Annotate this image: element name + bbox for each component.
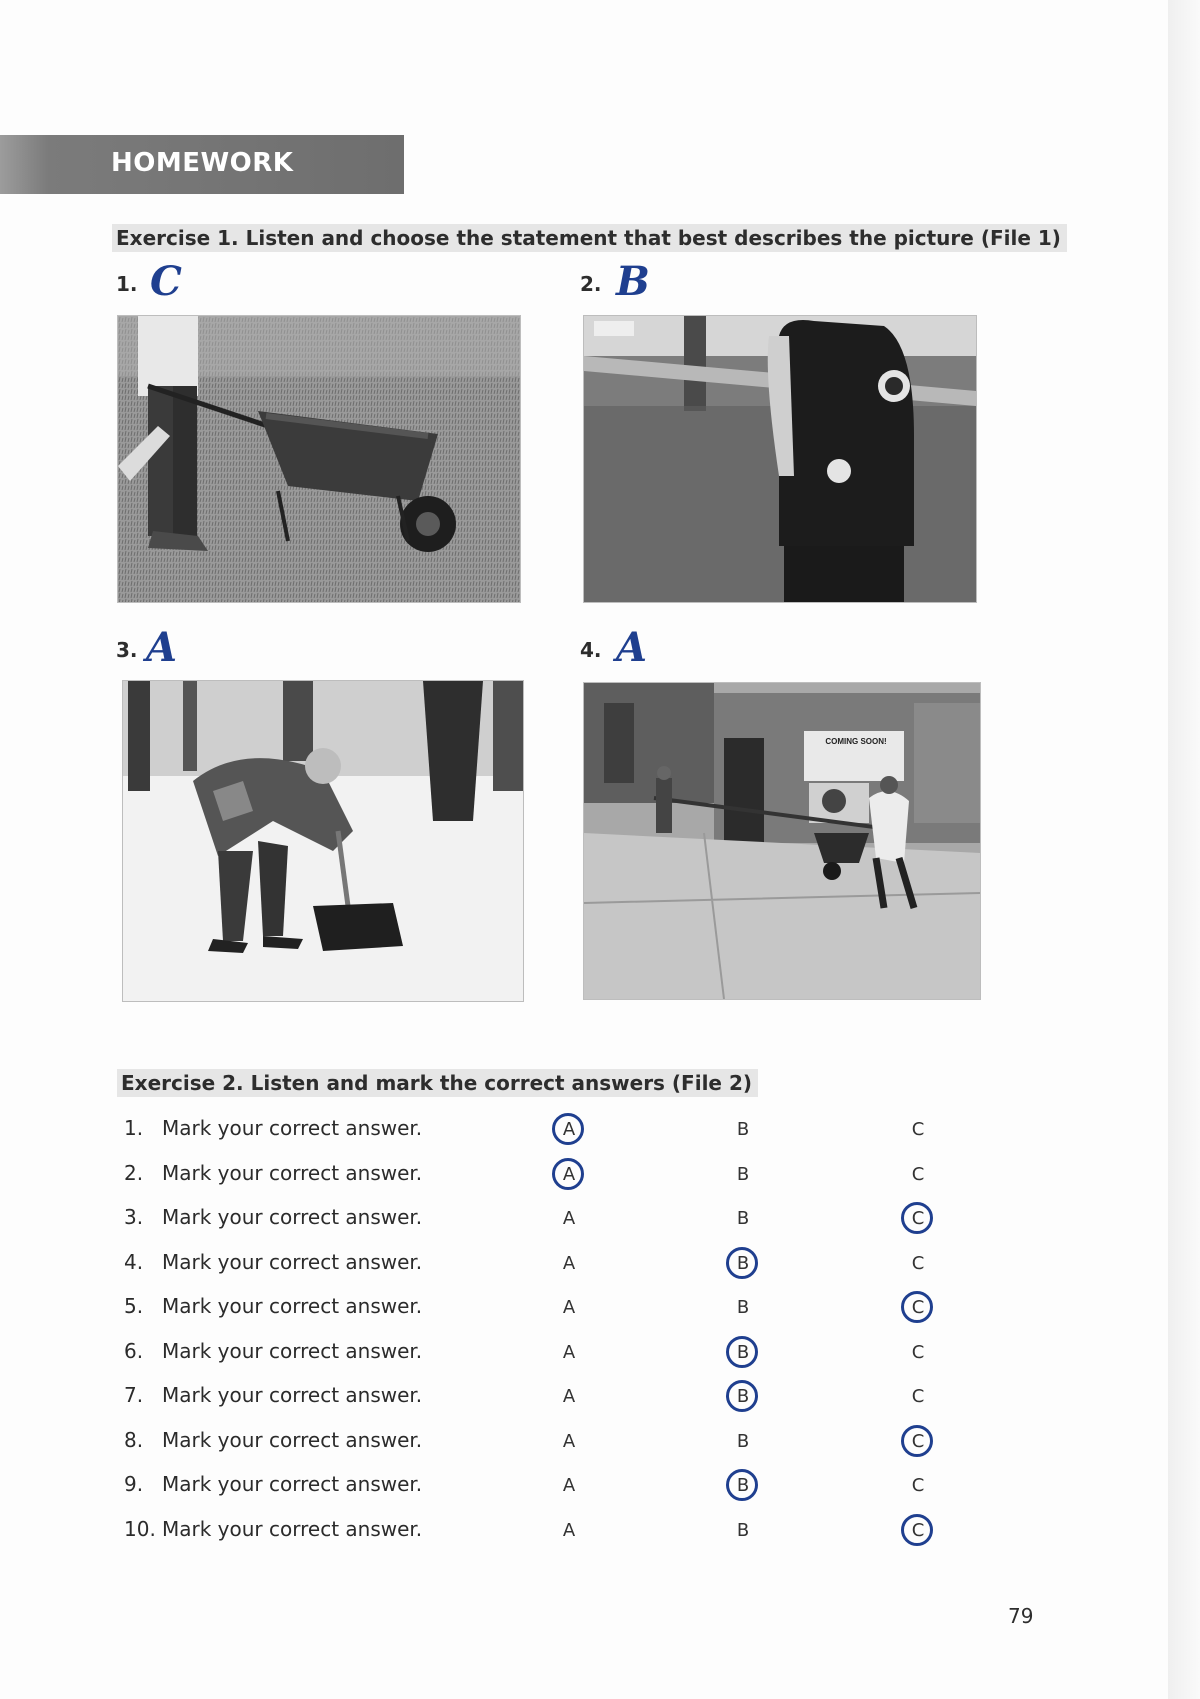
option-c[interactable]: C xyxy=(911,1119,925,1140)
row-label: Mark your correct answer. xyxy=(162,1472,423,1496)
exercise1-title: Exercise 1. Listen and choose the statement that best describes the picture (File 1) xyxy=(112,224,1067,252)
option-b[interactable]: B xyxy=(723,1333,763,1373)
row-number: 5. xyxy=(124,1294,144,1318)
answer-row xyxy=(0,1110,1168,1150)
page-number: 79 xyxy=(1008,1604,1034,1628)
answer-row xyxy=(0,1466,1168,1506)
row-number: 8. xyxy=(124,1428,144,1452)
ex1-item-number: 1. xyxy=(116,272,138,296)
option-a[interactable]: A xyxy=(562,1431,576,1452)
answer-row xyxy=(0,1288,1168,1328)
option-b[interactable]: B xyxy=(736,1164,750,1185)
ex1-handwritten-answer: A xyxy=(146,624,178,671)
row-number: 4. xyxy=(124,1250,144,1274)
option-a[interactable]: A xyxy=(549,1155,589,1195)
option-c[interactable]: C xyxy=(911,1475,925,1496)
row-number: 1. xyxy=(124,1116,144,1140)
option-b[interactable]: B xyxy=(723,1377,763,1417)
option-c[interactable]: C xyxy=(911,1342,925,1363)
row-label: Mark your correct answer. xyxy=(162,1428,423,1452)
option-c[interactable]: C xyxy=(898,1511,938,1551)
row-label: Mark your correct answer. xyxy=(162,1205,423,1229)
section-header-title: HOMEWORK xyxy=(111,148,294,178)
row-label: Mark your correct answer. xyxy=(162,1250,423,1274)
photo-wheelbarrow xyxy=(117,315,521,603)
row-label: Mark your correct answer. xyxy=(162,1339,423,1363)
option-b[interactable]: B xyxy=(736,1208,750,1229)
ex1-handwritten-answer: C xyxy=(150,258,182,305)
option-a[interactable]: A xyxy=(549,1110,589,1150)
photo-snow-shoveling xyxy=(122,680,524,1002)
answer-row xyxy=(0,1244,1168,1284)
ex1-item-number: 2. xyxy=(580,272,602,296)
option-b[interactable]: B xyxy=(736,1119,750,1140)
ex1-handwritten-answer: B xyxy=(616,258,650,305)
answer-row xyxy=(0,1422,1168,1462)
option-b[interactable]: B xyxy=(736,1297,750,1318)
row-number: 2. xyxy=(124,1161,144,1185)
page-edge-shadow xyxy=(1168,0,1200,1699)
photo-backpack xyxy=(583,315,977,603)
option-b[interactable]: B xyxy=(723,1244,763,1284)
option-a[interactable]: A xyxy=(562,1520,576,1541)
row-number: 7. xyxy=(124,1383,144,1407)
answer-row xyxy=(0,1155,1168,1195)
option-b[interactable]: B xyxy=(723,1466,763,1506)
option-a[interactable]: A xyxy=(562,1342,576,1363)
option-a[interactable]: A xyxy=(562,1386,576,1407)
row-label: Mark your correct answer. xyxy=(162,1383,423,1407)
option-c[interactable]: C xyxy=(911,1253,925,1274)
ex1-item-number: 3. xyxy=(116,638,138,662)
ex1-item-number: 4. xyxy=(580,638,602,662)
option-a[interactable]: A xyxy=(562,1208,576,1229)
answer-row xyxy=(0,1377,1168,1417)
row-number: 3. xyxy=(124,1205,144,1229)
option-a[interactable]: A xyxy=(562,1297,576,1318)
option-c[interactable]: C xyxy=(911,1164,925,1185)
coming-soon-sign: COMING SOON! xyxy=(825,737,887,746)
option-c[interactable]: C xyxy=(911,1386,925,1407)
option-b[interactable]: B xyxy=(736,1520,750,1541)
row-number: 6. xyxy=(124,1339,144,1363)
row-number: 9. xyxy=(124,1472,144,1496)
photo-storefront xyxy=(583,682,981,1000)
row-label: Mark your correct answer. xyxy=(162,1294,423,1318)
exercise2-title: Exercise 2. Listen and mark the correct answers (File 2) xyxy=(117,1069,758,1097)
row-number: 10. xyxy=(124,1517,156,1541)
ex1-handwritten-answer: A xyxy=(616,624,648,671)
option-c[interactable]: C xyxy=(898,1288,938,1328)
option-c[interactable]: C xyxy=(898,1199,938,1239)
row-label: Mark your correct answer. xyxy=(162,1517,423,1541)
row-label: Mark your correct answer. xyxy=(162,1161,423,1185)
option-c[interactable]: C xyxy=(898,1422,938,1462)
option-a[interactable]: A xyxy=(562,1475,576,1496)
answer-row xyxy=(0,1333,1168,1373)
answer-row xyxy=(0,1199,1168,1239)
option-a[interactable]: A xyxy=(562,1253,576,1274)
row-label: Mark your correct answer. xyxy=(162,1116,423,1140)
option-b[interactable]: B xyxy=(736,1431,750,1452)
answer-row xyxy=(0,1511,1168,1551)
